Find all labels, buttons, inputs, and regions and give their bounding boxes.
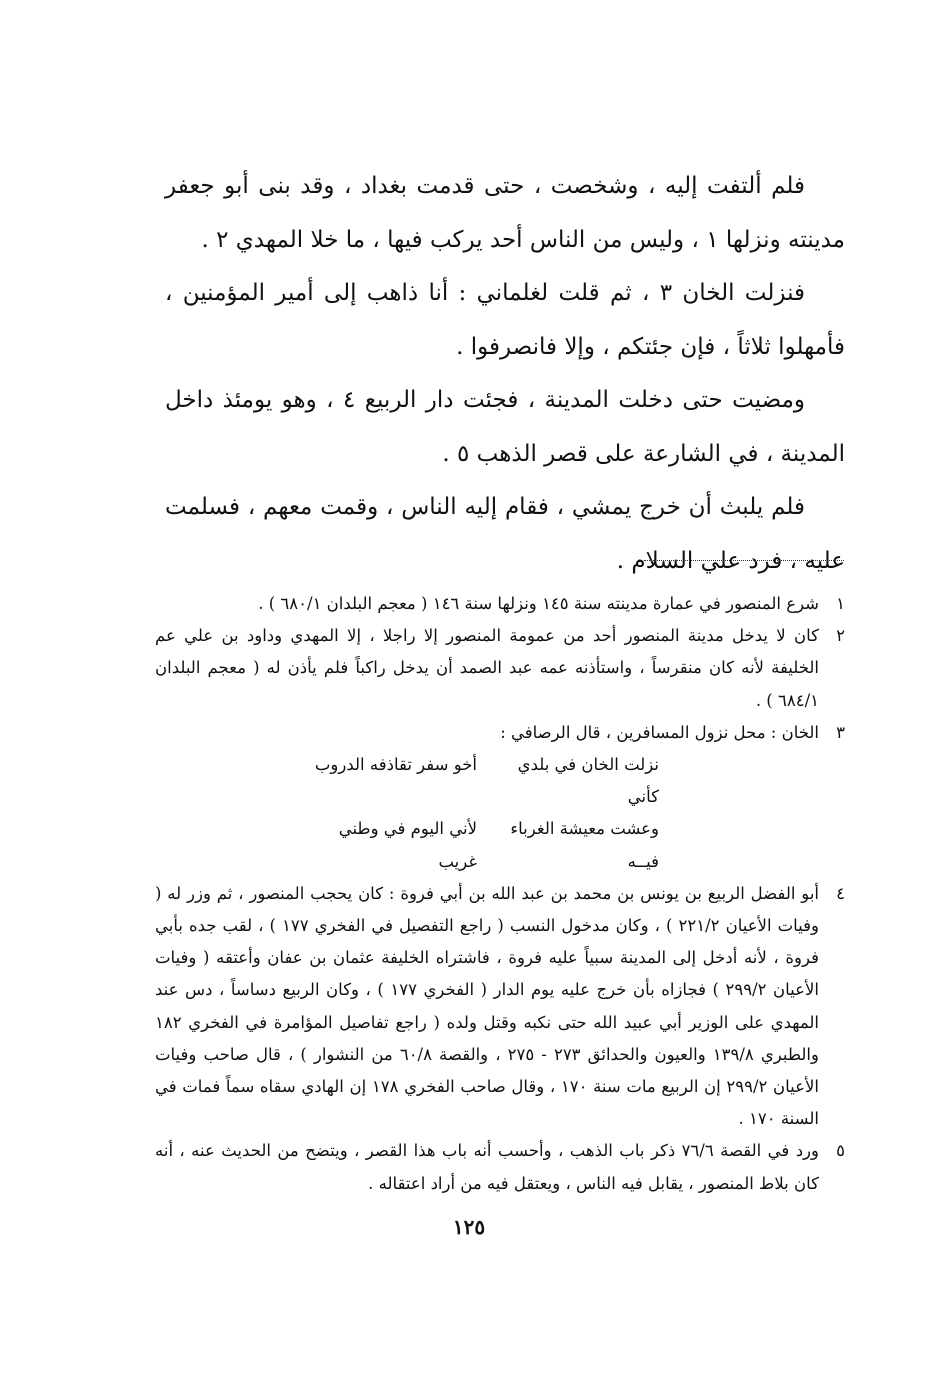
footnote-text: شرع المنصور في عمارة مدينته سنة ١٤٥ ونزلها سنة ١٤٦ ( معجم البلدان ٦٨٠/١ ) . xyxy=(258,594,819,613)
page-number: ١٢٥ xyxy=(452,1215,486,1239)
poem-hemistich: لأني اليوم في وطني غريب xyxy=(338,819,477,871)
paragraph: فنزلت الخان ٣ ، ثم قلت لغلماني : أنا ذاهب إلى أمير المؤمنين ، فأمهلوا ثلاثاً ، فإن جئتكم ، وإلا فانصرفوا . xyxy=(165,280,845,360)
footnote-number: ١ xyxy=(836,594,845,613)
main-text xyxy=(165,160,845,588)
footnote-number: ٢ xyxy=(836,626,845,646)
paragraph: ومضيت حتى دخلت المدينة ، فجئت دار الربيع ٤ ، وهو يومئذ داخل المدينة ، في الشارعة على قصر الذهب ٥ . xyxy=(165,387,845,467)
poem-hemistich: نزلت الخان في بلدي كأني xyxy=(517,755,659,807)
footnote-text: ورد في القصة ٧٦/٦ ذكر باب الذهب ، وأحسب أنه باب هذا القصر ، ويتضح من الحديث عنه ، أنه كان بلاط المنصور ، يقابل فيه الناس ، ويعتقل فيه من أراد اعتقاله . xyxy=(155,1141,819,1193)
footnote-number: ٤ xyxy=(836,883,845,903)
footnotes xyxy=(155,588,845,1200)
footnote xyxy=(155,588,845,620)
footnote xyxy=(155,717,845,878)
poem-hemistich: أخو سفر تقاذفه الدروب xyxy=(314,755,477,775)
footnote xyxy=(155,878,845,1136)
footnote-number: ٥ xyxy=(836,1141,845,1161)
paragraph: فلم ألتفت إليه ، وشخصت ، حتى قدمت بغداد ، وقد بنى أبو جعفر مدينته ونزلها ١ ، وليس من الناس أحد يركب فيها ، ما خلا المهدي ٢ . xyxy=(165,173,845,253)
footnote-text: أبو الفضل الربيع بن يونس بن محمد بن عبد الله بن أبي فروة : كان يحجب المنصور ، ثم وزر له ( وفيات الأعيان ٢٢١/٢ ) ، وكان مدخول النسب ( راجع التفصيل في الفخري ١٧٧ ) ، لقب جده بأبي فروة ، لأنه أدخل إلى المدينة سبياً عليه فروة ، فاشتراه الخليفة عثمان بن عفان وأعتقه ( وفيات الأعيان ٢٩٩/٢ ) فجازاه بأن خرج عليه يوم الدار ( الفخري ١٧٧ ) ، وكان الربيع دساساً ، دس عند المهدي على الوزير أبي عبيد الله حتى نكبه وقتل ولده ( راجع تفاصيل المؤامرة في الفخري ١٨٢ والطبري ١٣٩/٨ والعيون والحدائق ٢٧٣ - ٢٧٥ ، والقصة ٦٠/٨ من النشوار ) ، قال صاحب وفيات الأعيان ٢٩٩/٢ إن الربيع مات سنة ١٧٠ ، وقال صاحب الفخري ١٧٨ إن الهادي سقاه سماً فمات في السنة ١٧٠ . xyxy=(155,883,819,1129)
poem-hemistich: وعشت معيشة الغرباء فيــه xyxy=(510,819,659,871)
paragraph: فلم يلبث أن خرج يمشي ، فقام إليه الناس ، وقمت معهم ، فسلمت عليه ، فرد علي السلام . xyxy=(165,494,845,574)
poem-verse xyxy=(155,749,819,813)
poem xyxy=(155,749,819,878)
poem-verse xyxy=(155,813,819,877)
footnote-text: الخان : محل نزول المسافرين ، قال الرصافي : xyxy=(500,722,819,742)
footnote xyxy=(155,620,845,717)
footnote-number: ٣ xyxy=(836,722,845,742)
footnote-text: كان لا يدخل مدينة المنصور أحد من عمومة المنصور إلا راجلا ، إلا المهدي وداود بن علي عم الخليفة لأنه كان منقرساً ، واستأذنه عمه عبد الصمد أن يدخل راكباً فلم يأذن له ( معجم البلدان ٦٨٤/١ ) . xyxy=(155,626,819,710)
footnote-separator xyxy=(644,560,844,561)
footnote xyxy=(155,1135,845,1199)
